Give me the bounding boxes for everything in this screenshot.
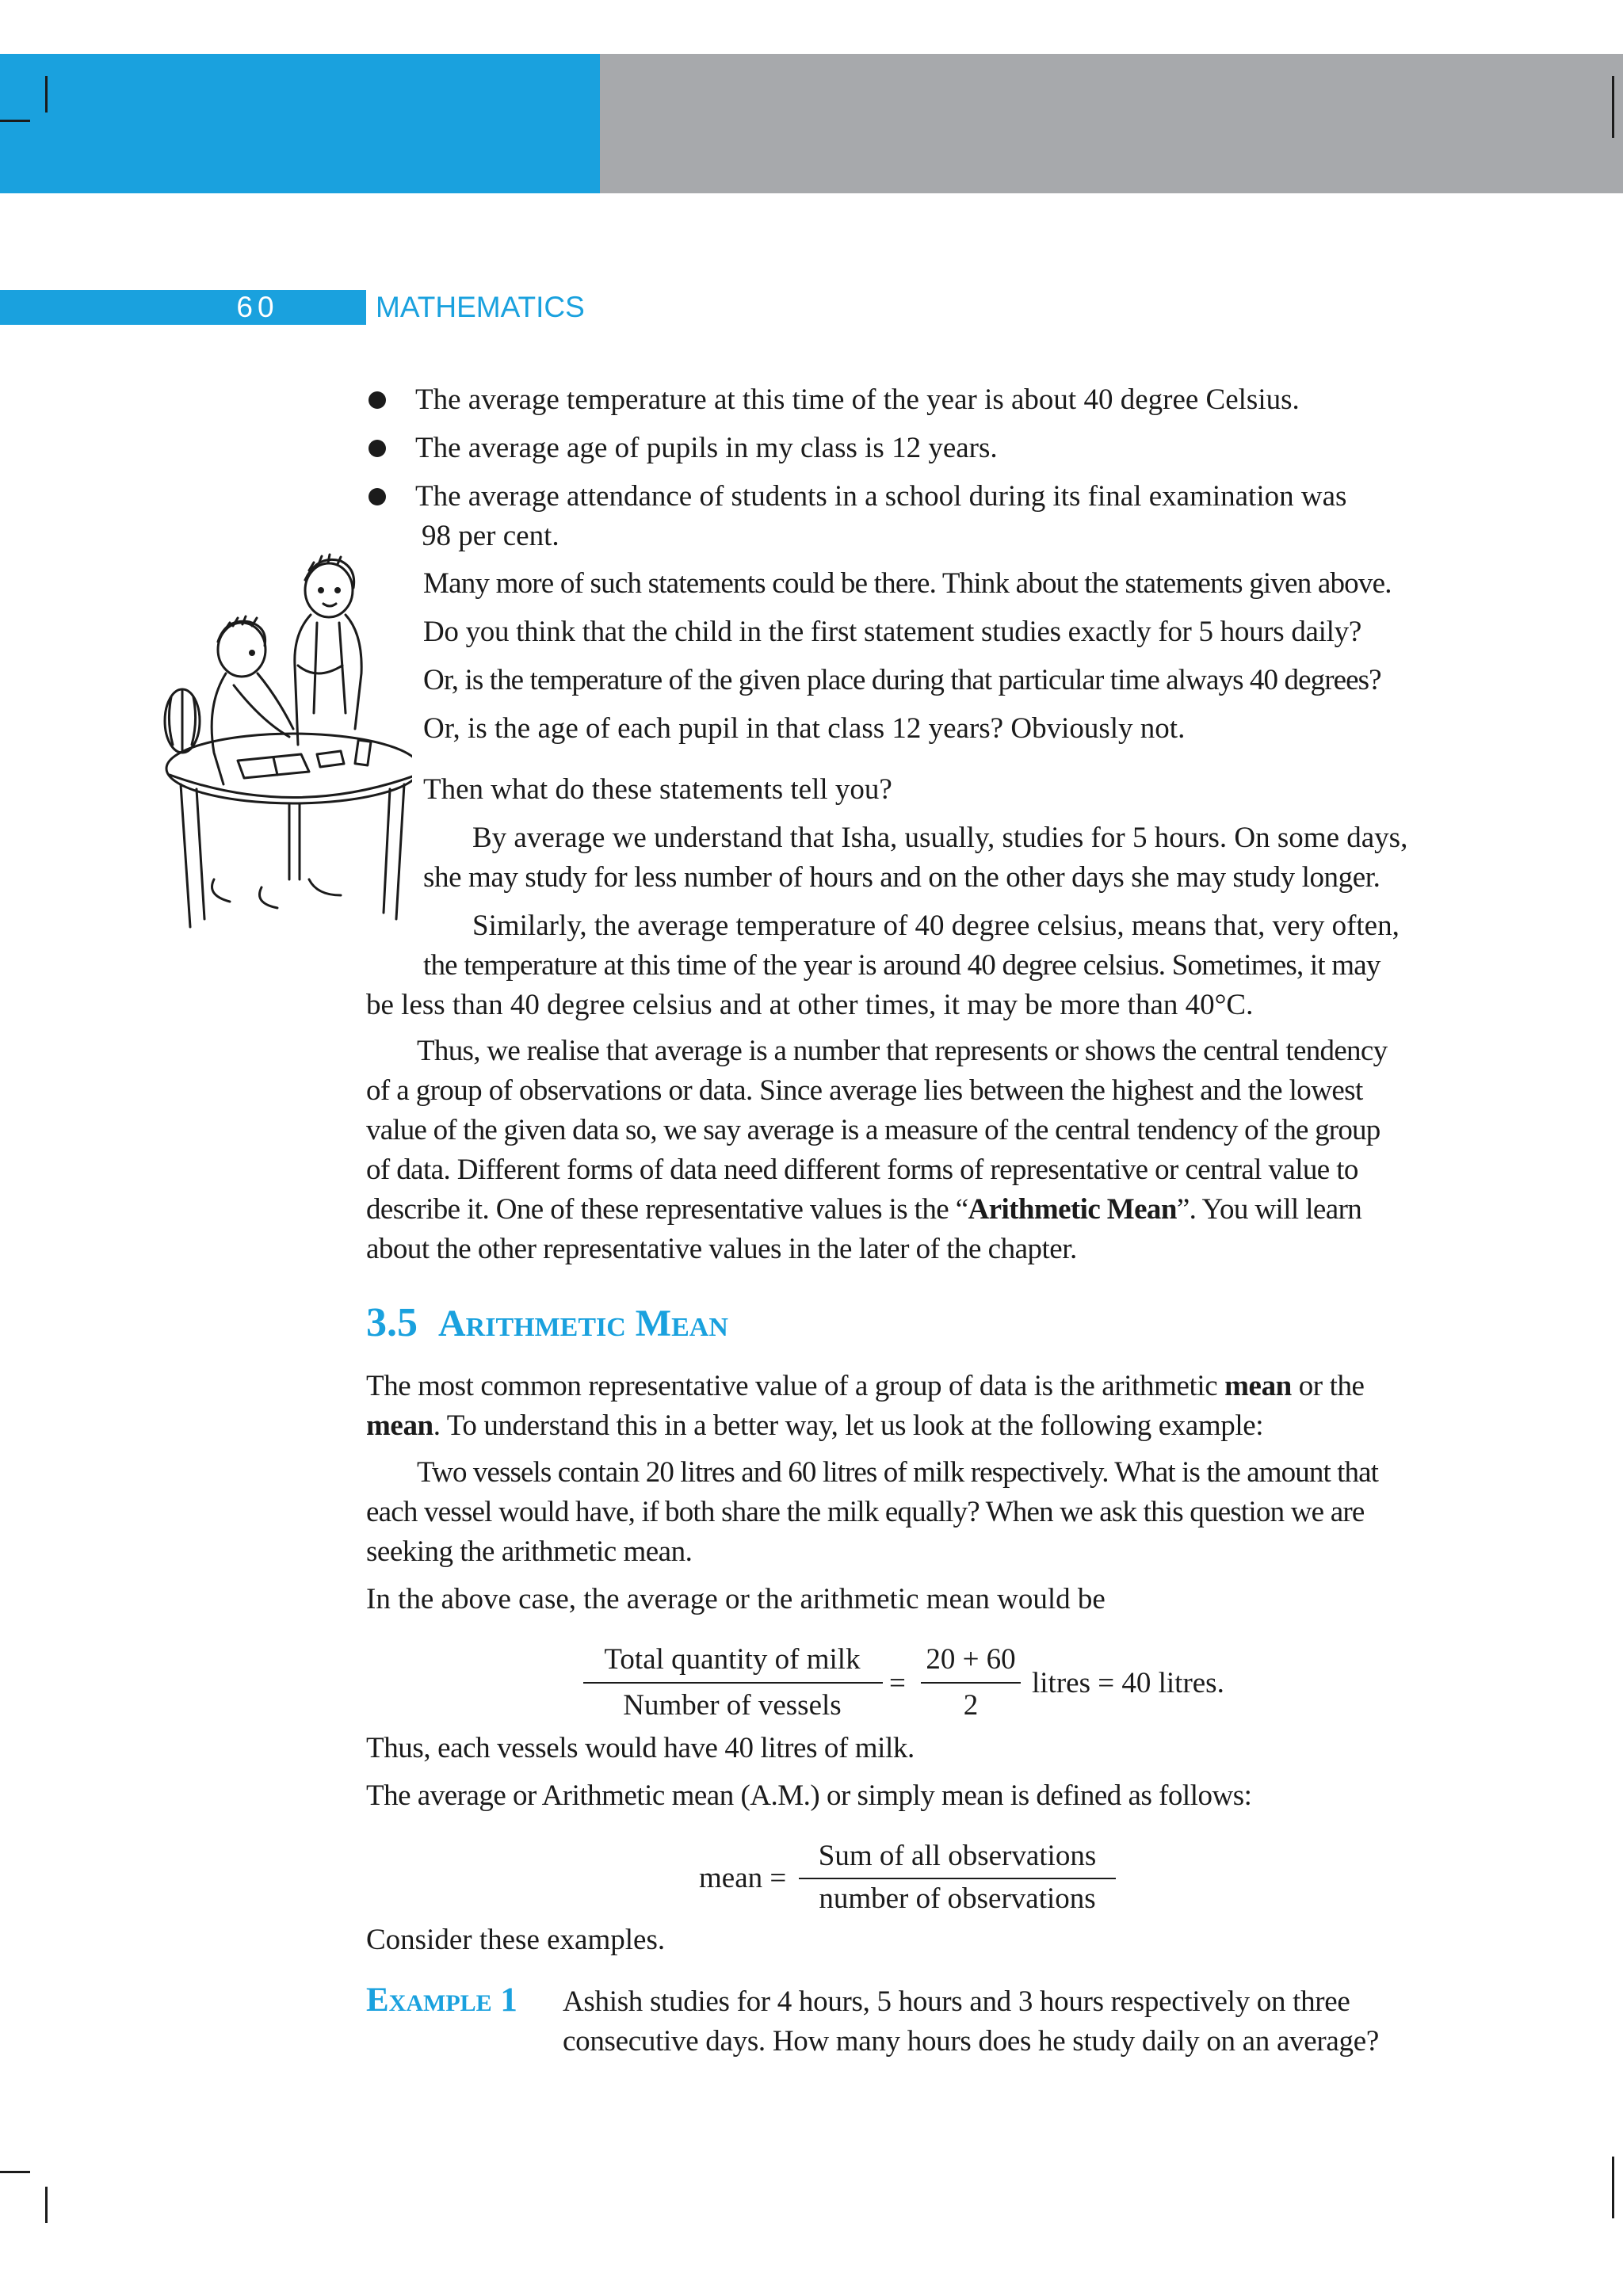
- paragraph-line: [366, 1367, 1365, 1406]
- bullet-dot: [369, 440, 386, 457]
- crop-mark: [45, 2187, 48, 2223]
- paragraph-line: The average or Arithmetic mean (A.M.) or simply mean is defined as follows:: [366, 1779, 1252, 1812]
- bullet-dot: [369, 391, 386, 409]
- paragraph-line: [366, 1406, 1263, 1446]
- text-run: or the: [1291, 1370, 1365, 1402]
- paragraph-line: Two vessels contain 20 litres and 60 litres of milk respectively. What is the amount that: [417, 1456, 1379, 1489]
- example-text: consecutive days. How many hours does he study daily on an average?: [563, 2025, 1379, 2058]
- formula-numerator: Sum of all observations: [818, 1840, 1097, 1872]
- fraction-bar: [921, 1682, 1021, 1684]
- intro-line: Or, is the temperature of the given place during that particular time always 40 degrees?: [423, 664, 1381, 696]
- paragraph-line: be less than 40 degree celsius and at other times, it may be more than 40°C.: [366, 989, 1254, 1021]
- formula-denominator: 2: [963, 1689, 979, 1722]
- section-number: 3.5: [366, 1300, 418, 1345]
- bold-term-mean: mean: [366, 1409, 433, 1442]
- formula-equals: =: [889, 1667, 906, 1699]
- bullet-item-continuation: 98 per cent.: [422, 520, 559, 552]
- formula-result: litres = 40 litres.: [1032, 1667, 1224, 1699]
- paragraph-line: of data. Different forms of data need different forms of representative or central value to: [366, 1154, 1358, 1186]
- example-label: Example 1: [366, 1981, 517, 2019]
- intro-line: Or, is the age of each pupil in that class 12 years? Obviously not.: [423, 712, 1186, 745]
- children-studying-illustration: [158, 547, 412, 943]
- paragraph-line: seeking the arithmetic mean.: [366, 1535, 693, 1568]
- paragraph-line: about the other representative values in the later of the chapter.: [366, 1233, 1077, 1265]
- paragraph-line: Thus, we realise that average is a number that represents or shows the central tendency: [417, 1035, 1388, 1067]
- bold-term-arithmetic-mean: Arithmetic Mean: [968, 1193, 1177, 1226]
- paragraph-line: she may study for less number of hours and on the other days she may study longer.: [423, 861, 1381, 894]
- bullet-item: The average attendance of students in a school during its final examination was: [415, 480, 1347, 513]
- formula-denominator: number of observations: [819, 1882, 1096, 1915]
- section-heading: [366, 1299, 728, 1348]
- example-text: Ashish studies for 4 hours, 5 hours and 3 hours respectively on three: [563, 1985, 1350, 2018]
- crop-mark: [1612, 76, 1614, 138]
- paragraph-line: By average we understand that Isha, usually, studies for 5 hours. On some days,: [472, 822, 1408, 854]
- crop-mark: [0, 2171, 30, 2173]
- fraction-bar: [583, 1682, 883, 1684]
- paragraph-line: each vessel would have, if both share the milk equally? When we ask this question we are: [366, 1496, 1365, 1528]
- header-band-blue: [0, 54, 600, 193]
- bullet-item: The average temperature at this time of the year is about 40 degree Celsius.: [415, 383, 1300, 416]
- bullet-item: The average age of pupils in my class is 12 years.: [415, 432, 998, 464]
- paragraph-line: [366, 1190, 1361, 1230]
- running-head-strip: [0, 290, 366, 325]
- text-run: . To understand this in a better way, let us look at the following example:: [433, 1409, 1264, 1442]
- formula-numerator: 20 + 60: [926, 1643, 1016, 1676]
- paragraph-line: Consider these examples.: [366, 1924, 666, 1956]
- page-number: 60: [236, 291, 279, 323]
- formula-denominator: Number of vessels: [623, 1689, 842, 1722]
- formula-numerator: Total quantity of milk: [604, 1643, 861, 1676]
- text-run: describe it. One of these representative values is the “: [366, 1193, 968, 1226]
- crop-mark: [1612, 2157, 1614, 2218]
- paragraph-line: Similarly, the average temperature of 40 degree celsius, means that, very often,: [472, 910, 1400, 942]
- header-band-gray: [600, 54, 1623, 193]
- intro-line: Do you think that the child in the first statement studies exactly for 5 hours daily?: [423, 616, 1361, 648]
- text-run: The most common representative value of a group of data is the arithmetic: [366, 1370, 1225, 1402]
- paragraph-line: Thus, each vessels would have 40 litres of milk.: [366, 1732, 915, 1764]
- paragraph-line: value of the given data so, we say average is a measure of the central tendency of the group: [366, 1114, 1381, 1146]
- text-run: ”. You will learn: [1176, 1193, 1362, 1226]
- formula-lhs: mean =: [699, 1862, 787, 1894]
- section-title: Arithmetic Mean: [438, 1302, 728, 1344]
- paragraph-line: of a group of observations or data. Since average lies between the highest and the lowest: [366, 1074, 1363, 1107]
- intro-line: Then what do these statements tell you?: [423, 773, 892, 806]
- intro-line: Many more of such statements could be there. Think about the statements given above.: [423, 567, 1392, 600]
- crop-mark: [0, 120, 30, 122]
- paragraph-line: In the above case, the average or the arithmetic mean would be: [366, 1583, 1106, 1615]
- bold-term-mean: mean: [1224, 1370, 1292, 1402]
- running-head-subject: MATHEMATICS: [376, 291, 585, 323]
- crop-mark: [45, 76, 48, 113]
- bullet-dot: [369, 488, 386, 505]
- paragraph-line: the temperature at this time of the year is around 40 degree celsius. Sometimes, it may: [423, 949, 1381, 982]
